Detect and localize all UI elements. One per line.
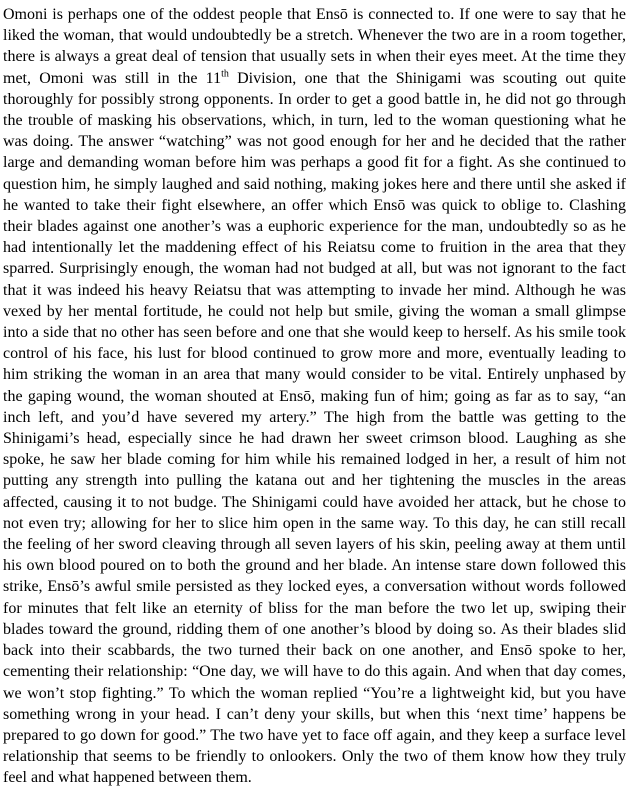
- paragraph-text-rest: Division, one that the Shinigami was scouting out quite thoroughly for possibly strong opponents. In order to get a good battle in, he did not go through the trouble of masking his observations, which, in turn, led to the woman questioning what he was doing. The answer “watching” was not good enough for her and he decided that the rather large and demanding woman before him was perhaps a good fit for a fight. As she continued to question him, he simply laughed and said nothing, making jokes here and there until she asked if he wanted to take their fight elsewhere, an offer which Ensō was quick to oblige to. Clashing their blades against one another’s was a euphoric experience for the man, undoubtedly so as he had intentionally let the maddening effect of his Reiatsu come to fruition in the area that they sparred. Surprisingly enough, the woman had not budged at all, but was not ignorant to the fact that it was indeed his heavy Reiatsu that was attempting to invade her mind. Although he was vexed by her mental fortitude, he could not help but smile, giving the woman a small glimpse into a side that no other has seen before and one that she would keep to herself. As his smile took control of his face, his lust for blood continued to grow more and more, eventually leading to him striking the woman in an area that many would consider to be vital. Entirely unphased by the gaping wound, the woman shouted at Ensō, making fun of him; going as far as to say, “an inch left, and you’d have severed my artery.” The high from the battle was getting to the Shinigami’s head, especially since he had drawn her sweet crimson blood. Laughing as she spoke, he saw her blade coming for him while his remained lodged in her, a result of him not putting any strength into pulling the katana out and her tightening the muscles in the areas affected, causing it to not budge. The Shinigami could have avoided her attack, but he chose to not even try; allowing for her to slice him open in the same way. To this day, he can still recall the feeling of her sword cleaving through all seven layers of his skin, peeling away at them until his own blood poured on to both the ground and her blade. An intense stare down followed this strike, Ensō’s awful smile persisted as they locked eyes, a conversation without words followed for minutes that felt like an eternity of bliss for the man before the two let up, swiping their blades toward the ground, ridding them of one another’s blood by doing so. As their blades slid back into their scabbards, the two turned their back on one another, and Ensō spoke to her, cementing their relationship: “One day, we will have to do this again. And when that day comes, we won’t stop fighting.” To which the woman replied “You’re a lightweight kid, but you have something wrong in your head. I can’t deny your skills, but when this ‘next time’ happens be prepared to go down for good.” The two have yet to face off again, and they keep a surface level relationship that seems to be friendly to onlookers. Only the two of them know how they truly feel and what happened between them.: [3, 69, 626, 787]
- paragraph-text-start: Omoni is perhaps one of the oddest people that Ensō is connected to. If one were to say that he liked the woman, that would undoubtedly be a stretch. Whenever the two are in a room together, there is always a great deal of tension that usually sets in when their eyes meet. At the time they met, Omoni was still in the 11: [3, 6, 626, 87]
- ordinal-suffix: th: [221, 68, 229, 80]
- body-paragraph: [3, 4, 626, 789]
